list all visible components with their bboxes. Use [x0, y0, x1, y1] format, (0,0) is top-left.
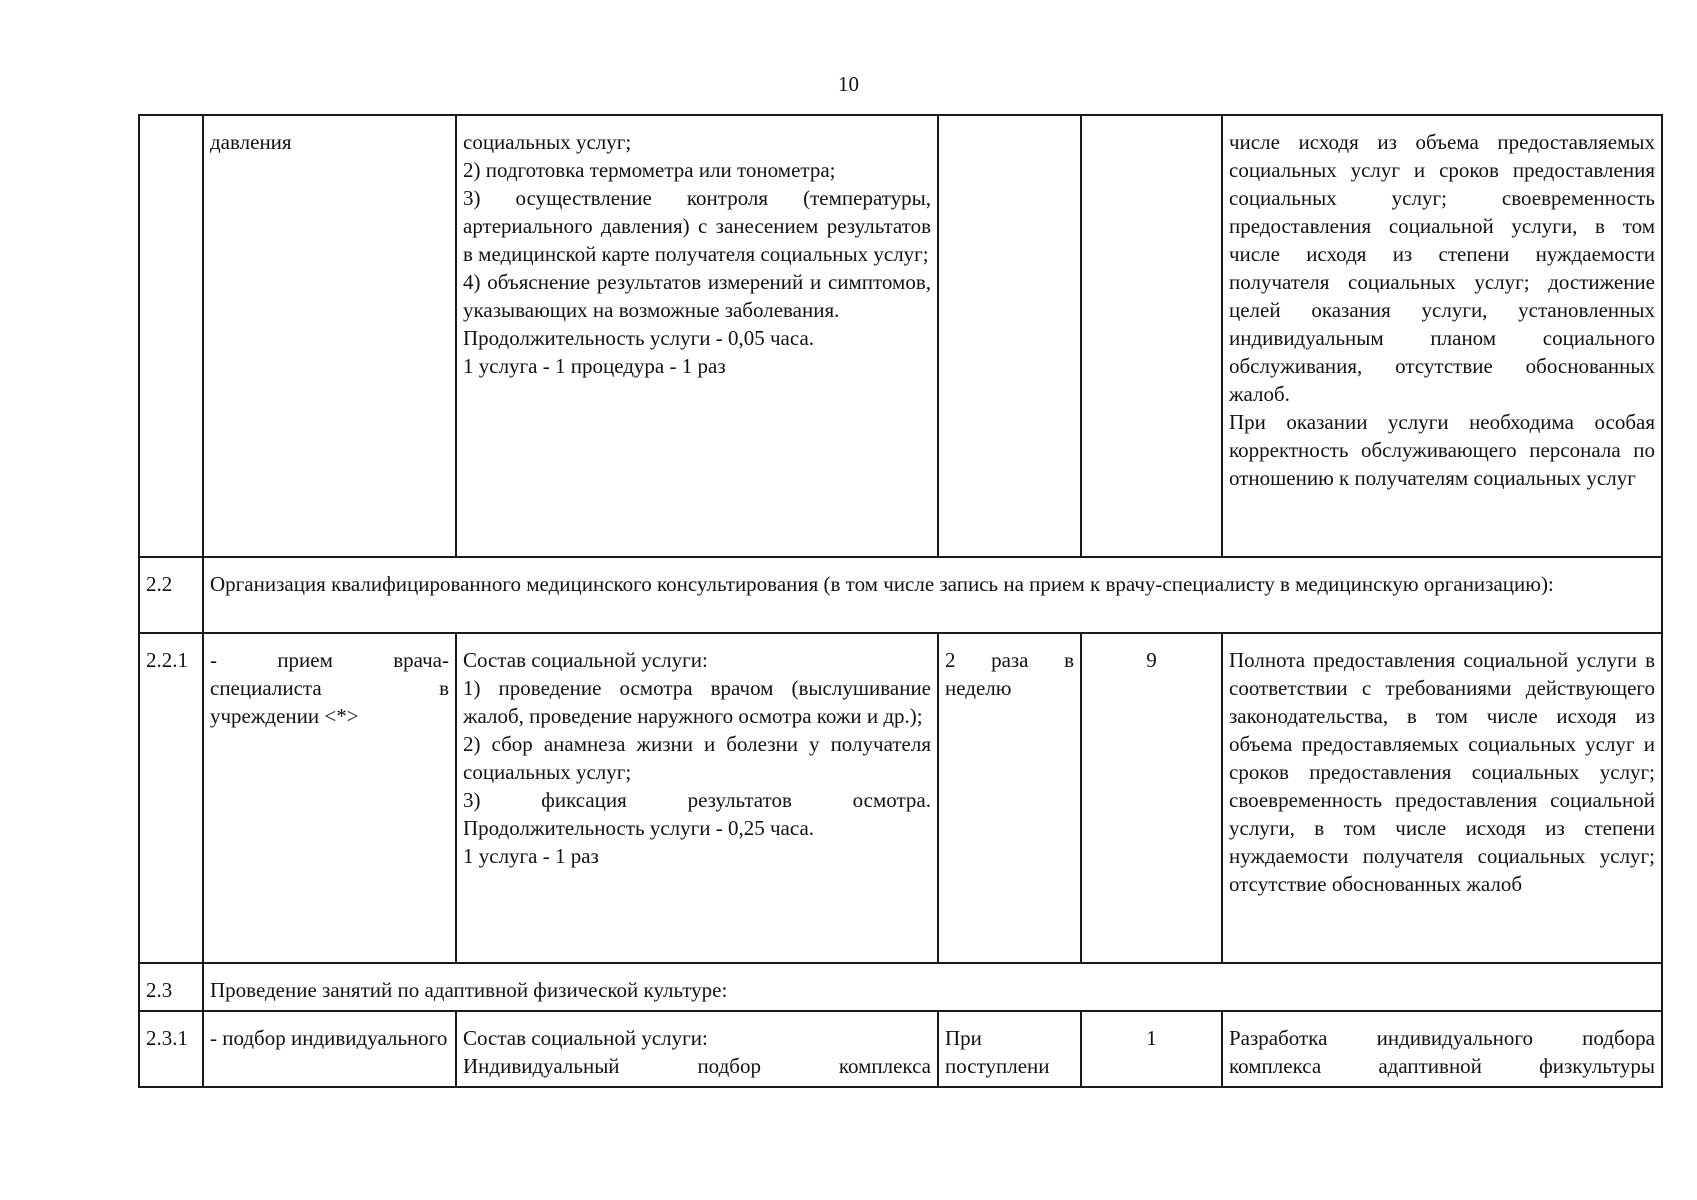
cell-frequency: 2 раза в неделю	[938, 633, 1081, 963]
cell-units: 1	[1081, 1011, 1222, 1087]
quality-paragraph: При оказании услуги необходима особая корректность обслуживающего персонала по отношению к получателям социальных услуг	[1229, 410, 1655, 490]
cell-composition	[456, 115, 938, 557]
composition-line: социальных услуг;	[463, 130, 632, 154]
quality-paragraph: Полнота предоставления социальной услуги в соответствии с требованиями действующего законодательства, в том числе исходя из объема предоставляемых социальных услуг и сроков предоставления социальных услуг; своевременность предоставления социальной услуги, в том числе исходя из степени нуждаемости получателя социальных услуг; отсутствие обоснованных жалоб	[1229, 648, 1655, 896]
quality-paragraph: числе исходя из объема предоставляемых социальных услуг и сроков предоставления социальных услуг; своевременность предоставления социальной услуги, в том числе исходя из степени нуждаемости получателя социальных услуг; достижение целей оказания услуги, установленных индивидуальным планом социального обслуживания, отсутствие обоснованных жалоб.	[1229, 130, 1655, 406]
services-table	[138, 114, 1663, 1088]
cell-num: 2.3.1	[139, 1011, 203, 1087]
cell-units: 9	[1081, 633, 1222, 963]
cell-num: 2.3	[139, 963, 203, 1011]
table-row	[139, 115, 1662, 557]
composition-line: 1 услуга - 1 процедура - 1 раз	[463, 354, 726, 378]
composition-line: 3) фиксация результатов осмотра.	[463, 788, 931, 812]
page-number: 10	[838, 72, 859, 96]
cell-composition	[456, 633, 938, 963]
composition-line: Состав социальной услуги:	[463, 648, 708, 672]
section-title: Организация квалифицированного медицинского консультирования (в том числе запись на прием к врачу-специалисту в медицинскую организацию):	[203, 557, 1662, 633]
cell-composition	[456, 1011, 938, 1087]
cell-frequency: При поступлени	[938, 1011, 1081, 1087]
composition-line: Продолжительность услуги - 0,25 часа.	[463, 816, 815, 840]
cell-num: 2.2.1	[139, 633, 203, 963]
cell-service-name: - подбор индивидуального	[203, 1011, 456, 1087]
composition-line: 3) осуществление контроля (температуры, артериального давления) с занесением результатов в медицинской карте получателя социальных услуг;	[463, 186, 931, 266]
cell-service-name: - прием врача-специалиста в учреждении <*>	[203, 633, 456, 963]
composition-line: Индивидуальный подбор комплекса	[463, 1054, 931, 1078]
quality-paragraph: Разработка индивидуального подбора комплекса адаптивной физкультуры	[1229, 1026, 1655, 1078]
composition-line: Продолжительность услуги - 0,05 часа.	[463, 326, 815, 350]
cell-num: 2.2	[139, 557, 203, 633]
cell-frequency	[938, 115, 1081, 557]
cell-quality	[1222, 115, 1662, 557]
table-row	[139, 557, 1662, 633]
composition-line: 2) подготовка термометра или тонометра;	[463, 158, 836, 182]
table-row	[139, 1011, 1662, 1087]
cell-units	[1081, 115, 1222, 557]
composition-line: Состав социальной услуги:	[463, 1026, 708, 1050]
composition-line: 1) проведение осмотра врачом (выслушивание жалоб, проведение наружного осмотра кожи и др.);	[463, 676, 931, 728]
composition-line: 1 услуга - 1 раз	[463, 844, 599, 868]
composition-line: 4) объяснение результатов измерений и симптомов, указывающих на возможные заболевания.	[463, 270, 931, 322]
cell-service-name: давления	[203, 115, 456, 557]
cell-quality	[1222, 1011, 1662, 1087]
table-row	[139, 633, 1662, 963]
section-title: Проведение занятий по адаптивной физической культуре:	[203, 963, 1662, 1011]
composition-line: 2) сбор анамнеза жизни и болезни у получателя социальных услуг;	[463, 732, 931, 784]
table-row	[139, 963, 1662, 1011]
cell-num	[139, 115, 203, 557]
cell-quality	[1222, 633, 1662, 963]
